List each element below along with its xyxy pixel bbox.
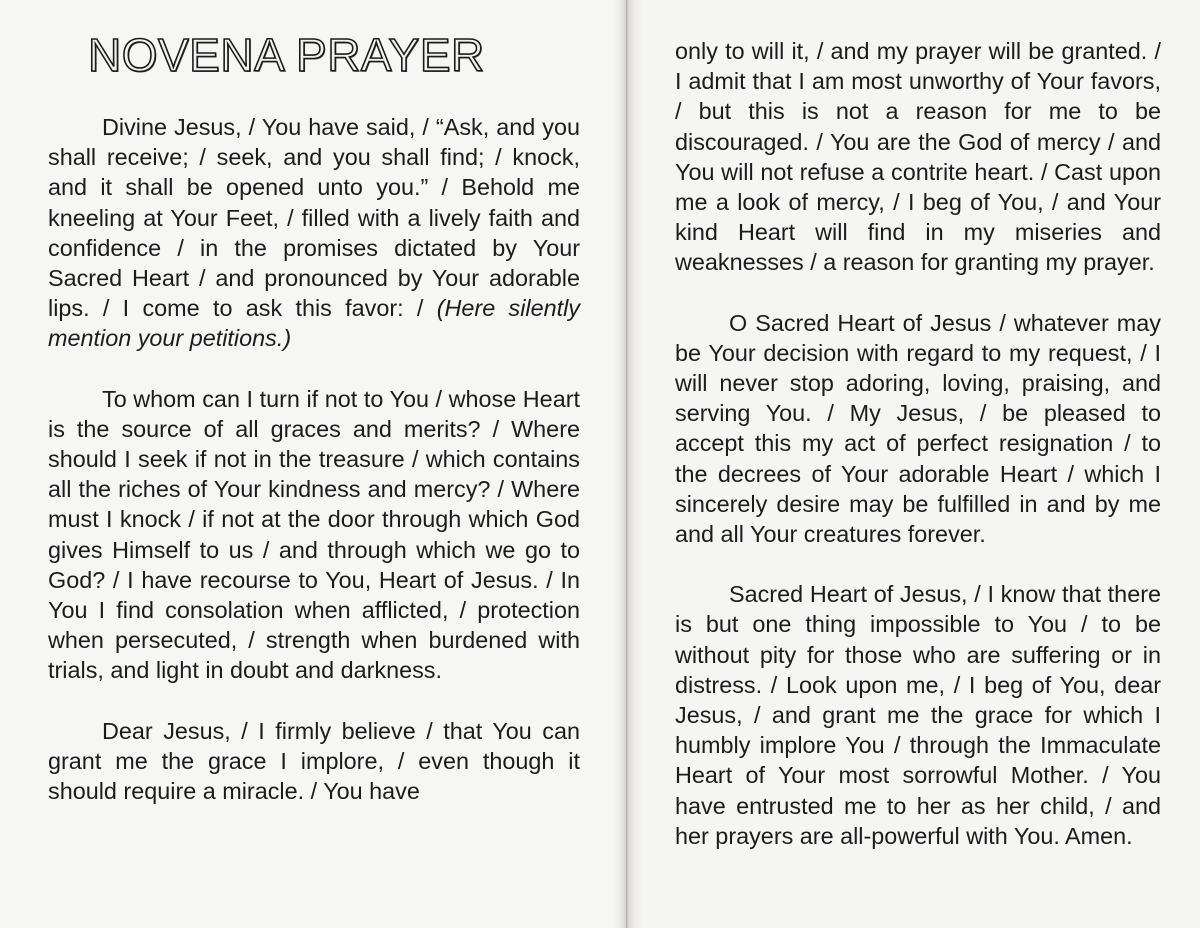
fold-crease — [626, 0, 627, 928]
prayer-paragraph-4: only to will it, / and my prayer will be granted. / I admit that I am most unworthy of Your favors, / but this is not a reason for me to be discouraged. / You are the God of mercy / and You will not refuse a contrite heart. / Cast upon me a look of mercy, / I beg of You, / and Your kind Heart will find in my miseries and weaknesses / a reason for granting my prayer. — [675, 38, 1161, 276]
right-column — [675, 36, 1161, 881]
prayer-paragraph-6: Sacred Heart of Jesus, / I know that there is but one thing impossible to You / to be without pity for those who are suffering or in distress. / Look upon me, / I beg of You, dear Jesus, / and grant me the grace for which I humbly implore You / through the Immaculate Heart of Your most sorrowful Mother. / You have entrusted me to her as her child, / and her prayers are all-powerful with You. Amen. — [675, 581, 1161, 849]
prayer-paragraph-5: O Sacred Heart of Jesus / whatever may be Your decision with regard to my request, / I will never stop adoring, loving, praising, and serving You. / My Jesus, / be pleased to accept this my act of perfect resignation / to the decrees of Your adorable Heart / which I sincerely desire may be fulfilled in and by me and all Your creatures forever. — [675, 309, 1161, 548]
prayer-paragraph-2: To whom can I turn if not to You / whose Heart is the source of all graces and merits? / Where should I seek if not in the treasure / which contains all the riches of Your kindness and mercy? / Where must I knock / if not at the door through which God gives Himself to us / and through which we go to God? / I have recourse to You, Heart of Jesus. / In You I find consolation when afflicted, / protection when persecuted, / strength when burdened with trials, and light in doubt and darkness. — [48, 385, 580, 684]
left-column — [48, 112, 580, 836]
page-title: NOVENA PRAYER — [88, 29, 485, 81]
prayer-paragraph-3: Dear Jesus, / I firmly believe / that You can grant me the grace I implore, / even though it should require a miracle. / You have — [48, 717, 580, 805]
petition-instruction: (Here silently mention your petitions.) — [48, 295, 580, 352]
paragraph-text: Divine Jesus, / You have said, / “Ask, and you shall receive; / seek, and you shall find; / knock, and it shall be opened unto you.” / Behold me kneeling at Your Feet, / filled with a lively faith and confidence / in the promises dictated by Your Sacred Heart / and pronounced by Your adorable lips. / I come to ask this favor: / — [48, 114, 580, 322]
prayer-paragraph-1 — [48, 112, 580, 354]
page-fold — [612, 0, 642, 928]
